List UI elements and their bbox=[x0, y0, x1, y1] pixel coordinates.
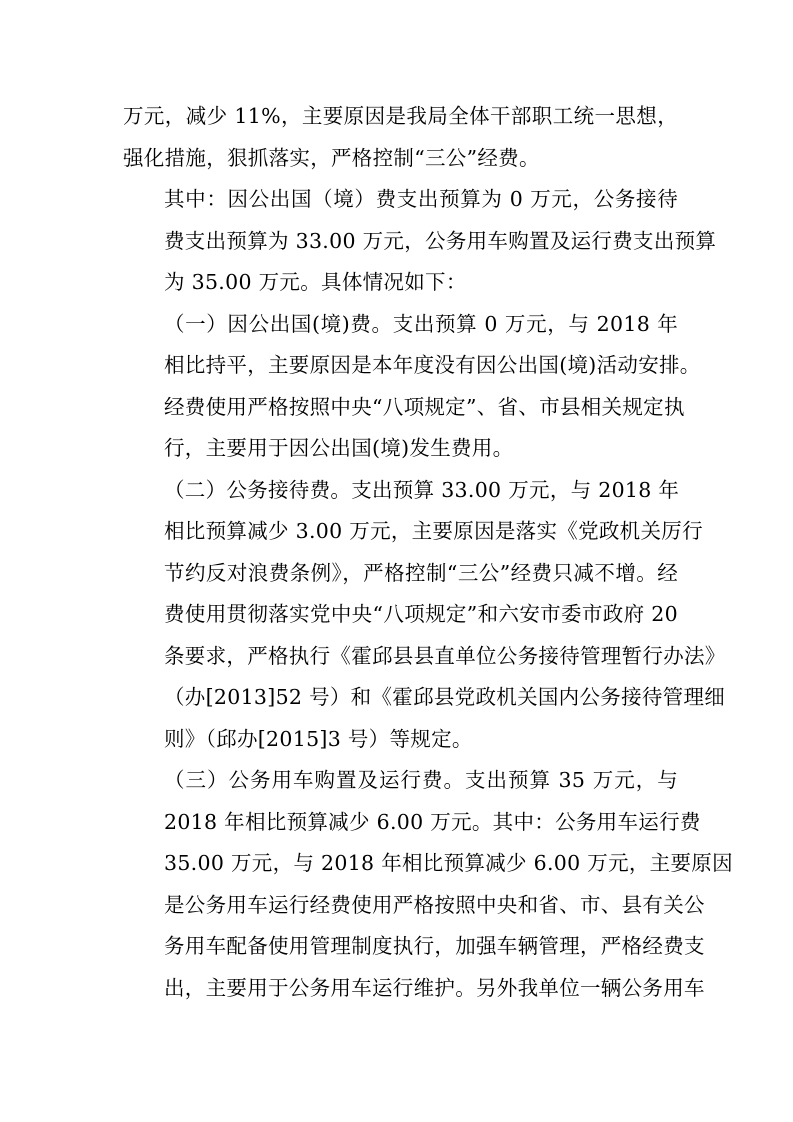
text-line: 条要求，严格执行《霍邱县县直单位公务接待管理暂行办法》 bbox=[164, 643, 726, 668]
text-line: 费支出预算为 33.00 万元，公务用车购置及运行费支出预算 bbox=[164, 228, 717, 253]
text-line: 35.00 万元，与 2018 年相比预算减少 6.00 万元，主要原因 bbox=[164, 851, 733, 875]
text-line: （三）公务用车购置及运行费。支出预算 35 万元，与 bbox=[164, 768, 678, 792]
text-line: 务用车配备使用管理制度执行，加强车辆管理，严格经费支 bbox=[164, 934, 705, 958]
paragraph-reduction-summary bbox=[123, 96, 678, 179]
text-line: 费使用贯彻落实党中央“八项规定”和六安市委市政府 20 bbox=[164, 602, 678, 626]
paragraph-budget-overview bbox=[123, 179, 717, 304]
paragraph-overseas-travel bbox=[123, 304, 701, 470]
text-line: 万元，减少 11%，主要原因是我局全体干部职工统一思想， bbox=[123, 104, 678, 128]
text-line: 强化措施，狠抓落实，严格控制“三公”经费。 bbox=[123, 145, 540, 170]
document-body bbox=[123, 96, 733, 1009]
text-line: 相比持平，主要原因是本年度没有因公出国(境)活动安排。 bbox=[164, 353, 701, 377]
text-line: 行，主要用于因公出国(境)发生费用。 bbox=[164, 436, 514, 460]
text-line: 2018 年相比预算减少 6.00 万元。其中：公务用车运行费 bbox=[164, 809, 701, 834]
text-line: 节约反对浪费条例》，严格控制“三公”经费只减不增。经 bbox=[164, 560, 678, 585]
text-line: 出，主要用于公务用车运行维护。另外我单位一辆公务用车 bbox=[164, 975, 705, 1000]
text-line: （二）公务接待费。支出预算 33.00 万元，与 2018 年 bbox=[164, 477, 680, 502]
text-line: （一）因公出国(境)费。支出预算 0 万元，与 2018 年 bbox=[164, 311, 678, 336]
paragraph-official-reception bbox=[123, 470, 726, 761]
text-line: 经费使用严格按照中央“八项规定”、省、市县相关规定执 bbox=[164, 394, 685, 419]
text-line: 为 35.00 万元。具体情况如下： bbox=[164, 270, 467, 294]
text-line: 其中：因公出国（境）费支出预算为 0 万元，公务接待 bbox=[164, 187, 678, 211]
paragraph-official-vehicles bbox=[123, 760, 733, 1009]
text-line: 相比预算减少 3.00 万元，主要原因是落实《党政机关厉行 bbox=[164, 519, 703, 543]
text-line: 是公务用车运行经费使用严格按照中央和省、市、县有关公 bbox=[164, 892, 705, 917]
text-line: 则》（邱办[2015]3 号）等规定。 bbox=[164, 726, 473, 751]
text-line: （办[2013]52 号）和《霍邱县党政机关国内公务接待管理细 bbox=[164, 685, 726, 709]
